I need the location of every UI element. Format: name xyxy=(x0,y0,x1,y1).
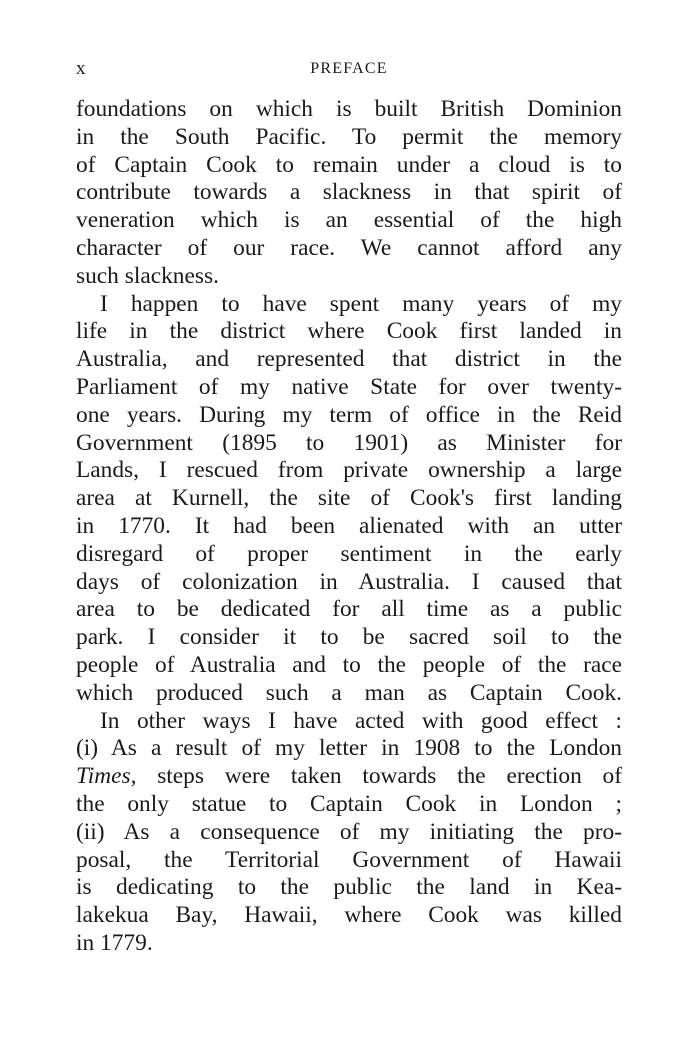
text-line-with-italic xyxy=(76,763,622,791)
body-text xyxy=(76,96,622,958)
text-line: in 1779. xyxy=(76,929,153,956)
text-line: in the South Pacific. To permit the memory xyxy=(76,123,622,150)
text-line: the only statue to Captain Cook in London ; xyxy=(76,790,622,817)
text-line: one years. During my term of office in the Reid xyxy=(76,401,622,428)
header-title: PREFACE xyxy=(310,60,388,77)
text-line: foundations on which is built British Dominion xyxy=(76,96,622,122)
text-line: people of Australia and to the people of the race xyxy=(76,651,622,678)
text-line: which produced such a man as Captain Cook. xyxy=(76,679,622,706)
text-line: in 1770. It had been alienated with an utter xyxy=(76,512,622,539)
text-line: Australia, and represented that district in the xyxy=(76,346,622,373)
text-fragment: steps were taken towards the erection of xyxy=(157,763,622,790)
text-line: life in the district where Cook first landed in xyxy=(76,318,622,345)
text-line: area at Kurnell, the site of Cook's first landing xyxy=(76,485,622,512)
text-line: of Captain Cook to remain under a cloud is to xyxy=(76,151,622,178)
text-line: Parliament of my native State for over twenty- xyxy=(76,373,622,400)
text-line: Lands, I rescued from private ownership a large xyxy=(76,457,622,484)
text-line: Government (1895 to 1901) as Minister for xyxy=(76,429,622,456)
text-line: (i) As a result of my letter in 1908 to the London xyxy=(76,735,622,762)
text-line: character of our race. We cannot afford any xyxy=(76,234,622,261)
text-line: I happen to have spent many years of my xyxy=(100,290,622,317)
text-line: contribute towards a slackness in that spirit of xyxy=(76,179,622,206)
text-line: lakekua Bay, Hawaii, where Cook was killed xyxy=(76,902,622,929)
italic-title-times: Times, xyxy=(76,763,137,790)
text-line: disregard of proper sentiment in the early xyxy=(76,540,622,567)
text-line: area to be dedicated for all time as a public xyxy=(76,596,622,623)
text-line: such slackness. xyxy=(76,262,219,289)
text-line: (ii) As a consequence of my initiating the pro- xyxy=(76,818,622,845)
text-line: park. I consider it to be sacred soil to the xyxy=(76,624,622,651)
text-line: In other ways I have acted with good effect : xyxy=(100,707,622,734)
page-number: x xyxy=(76,58,87,79)
running-head xyxy=(76,58,622,82)
text-line: days of colonization in Australia. I caused that xyxy=(76,568,622,595)
text-line: posal, the Territorial Government of Hawaii xyxy=(76,846,622,873)
text-line: veneration which is an essential of the high xyxy=(76,207,622,234)
text-line: is dedicating to the public the land in Kea- xyxy=(76,874,622,901)
